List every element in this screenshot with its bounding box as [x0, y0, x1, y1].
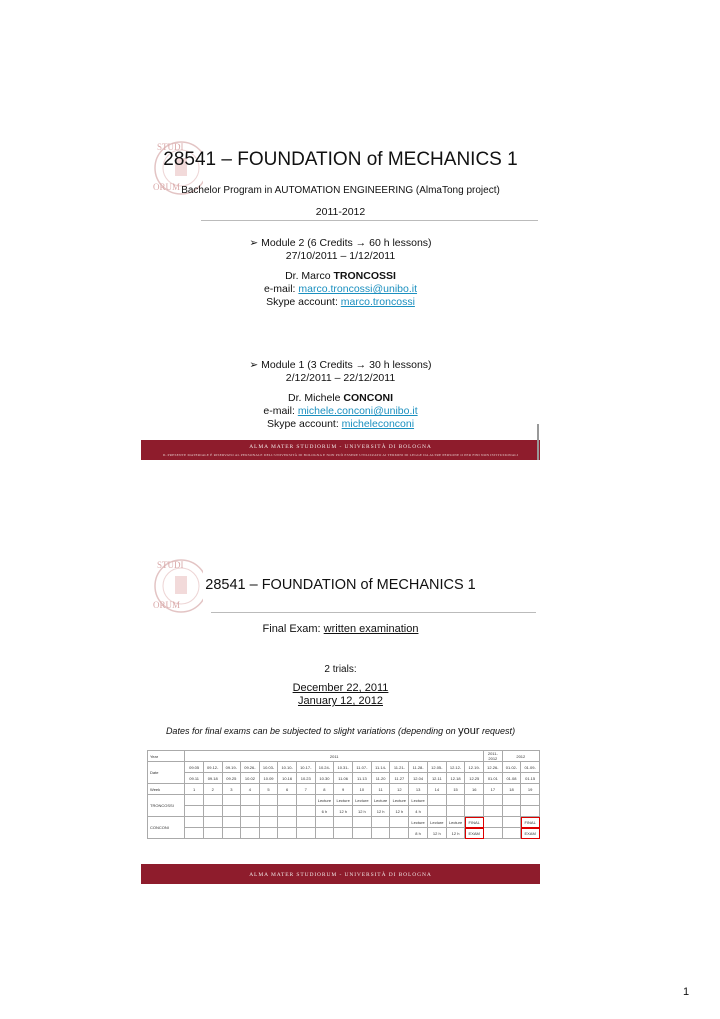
week-number: 12: [390, 784, 409, 795]
hours-cell: [446, 806, 465, 817]
module-1-dates: 2/12/2011 – 22/12/2011: [285, 372, 396, 384]
week-number: 5: [259, 784, 278, 795]
date-start: 10.03-: [259, 762, 278, 773]
slide-2-footer: ALMA MATER STUDIORUM - UNIVERSITÀ DI BOLOGNA: [141, 864, 540, 884]
lecture-cell: [502, 817, 521, 828]
hours-cell: [259, 828, 278, 839]
date-end: 11.27: [390, 773, 409, 784]
date-end: 11.20: [371, 773, 390, 784]
week-label: Week: [148, 784, 185, 795]
hours-cell: [241, 806, 260, 817]
date-end: 01.01: [484, 773, 503, 784]
week-number: 18: [502, 784, 521, 795]
date-end: 10.16: [278, 773, 297, 784]
table-row: [148, 795, 540, 806]
hours-cell: [427, 806, 446, 817]
date-end: 11.13: [353, 773, 372, 784]
week-number: 14: [427, 784, 446, 795]
hours-cell: [259, 806, 278, 817]
hours-cell: 12 h: [390, 806, 409, 817]
hours-cell: 12 h: [446, 828, 465, 839]
year-2011: 2011: [185, 751, 484, 762]
svg-text:ORUM: ORUM: [153, 600, 181, 610]
module-2-email: e-mail: marco.troncossi@unibo.it: [263, 283, 418, 295]
date-start: 01.09-: [521, 762, 540, 773]
week-number: 6: [278, 784, 297, 795]
lecture-cell: [521, 795, 540, 806]
hours-cell: 8 h: [409, 828, 428, 839]
hours-cell: 12 h: [371, 806, 390, 817]
hours-cell: [465, 806, 484, 817]
hours-cell: [502, 806, 521, 817]
bullet-arrow-icon: ➢: [249, 237, 262, 249]
date-start: 12.19-: [465, 762, 484, 773]
skype-link[interactable]: marco.troncossi: [340, 296, 415, 308]
date-end: 01.08: [502, 773, 521, 784]
svg-text:STUDI: STUDI: [157, 560, 184, 570]
date-start: 11.07-: [353, 762, 372, 773]
week-number: 2: [203, 784, 222, 795]
lecture-cell: [222, 817, 241, 828]
hours-cell: [278, 828, 297, 839]
module-1-skype: Skype account: micheleconconi: [266, 418, 415, 430]
lecture-cell: [278, 795, 297, 806]
lecture-cell: [259, 817, 278, 828]
week-number: 3: [222, 784, 241, 795]
date-start: 12.05-: [427, 762, 446, 773]
date-start: 12.12-: [446, 762, 465, 773]
date-start: 09.26-: [241, 762, 260, 773]
final-exam-cell: FINAL: [465, 817, 484, 828]
week-number: 10: [353, 784, 372, 795]
table-row: [148, 806, 540, 817]
schedule-table: [147, 750, 540, 839]
lecture-cell: [353, 817, 372, 828]
hours-cell: [203, 806, 222, 817]
hours-cell: [296, 806, 315, 817]
hours-cell: [484, 828, 503, 839]
date-end: 09.18: [203, 773, 222, 784]
week-number: 19: [521, 784, 540, 795]
date-end: 12.18: [446, 773, 465, 784]
lecture-cell: Lecture: [409, 817, 428, 828]
final-exam-cell: EXAM: [465, 828, 484, 839]
date-end: 10.23: [296, 773, 315, 784]
lecture-cell: [465, 795, 484, 806]
troncossi-label: TRONCOSSI: [148, 795, 185, 817]
page-number: 1: [683, 986, 690, 998]
lecture-cell: [334, 817, 353, 828]
lecture-cell: Lecture: [390, 795, 409, 806]
date-end: 12.04: [409, 773, 428, 784]
email-link[interactable]: michele.conconi@unibo.it: [297, 405, 418, 417]
lecture-cell: [222, 795, 241, 806]
table-row: [148, 762, 540, 773]
date-start: 09.05: [185, 762, 204, 773]
table-row: [148, 784, 540, 795]
hours-cell: 12 h: [334, 806, 353, 817]
table-row: [148, 817, 540, 828]
date-end: 10.30: [315, 773, 334, 784]
svg-text:STUDI: STUDI: [157, 142, 184, 152]
exam-date-2: January 12, 2012: [297, 695, 383, 707]
lecture-cell: Lecture: [353, 795, 372, 806]
conconi-label: CONCONI: [148, 817, 185, 839]
date-end: 12.25: [465, 773, 484, 784]
date-end: 10.02: [241, 773, 260, 784]
lecture-cell: Lecture: [446, 817, 465, 828]
hours-cell: [334, 828, 353, 839]
lecture-cell: [241, 795, 260, 806]
module-1-teacher: Dr. Michele CONCONI: [287, 392, 394, 404]
year-2011-2012: 2011-2012: [484, 751, 503, 762]
date-start: 11.14-: [371, 762, 390, 773]
week-number: 4: [241, 784, 260, 795]
dates-note: Dates for final exams can be subjected to slight variations (depending on your request): [165, 725, 516, 737]
hours-cell: [353, 828, 372, 839]
trials-label: 2 trials:: [324, 664, 357, 675]
slide-1-footer: ALMA MATER STUDIORUM - UNIVERSITÀ DI BOLOGNA IL PRESENTE MATERIALE È RISERVATO AL PERSONALE DELL'UNIVERSITÀ DI BOLOGNA E NON PUÒ ESSERE UTILIZZATO AI TERMINI DI LEGGE DA ALTRE PERSONE O PER FINI NON ISTITUZIONALI: [141, 440, 540, 460]
date-end: 10.09: [259, 773, 278, 784]
hours-cell: [296, 828, 315, 839]
lecture-cell: [241, 817, 260, 828]
hours-cell: 4 h: [409, 806, 428, 817]
bullet-arrow-icon: ➢: [249, 359, 262, 371]
lecture-cell: [185, 817, 204, 828]
module-1-line: ➢ Module 1 (3 Credits → 30 h lessons): [249, 359, 432, 371]
lecture-cell: [502, 795, 521, 806]
slide-2: [141, 552, 540, 885]
lecture-cell: [427, 795, 446, 806]
week-number: 13: [409, 784, 428, 795]
module-2-line: ➢ Module 2 (6 Credits → 60 h lessons): [249, 237, 432, 249]
lecture-cell: [296, 817, 315, 828]
week-number: 9: [334, 784, 353, 795]
hours-cell: [185, 806, 204, 817]
date-start: 09.19-: [222, 762, 241, 773]
hours-cell: 6 h: [315, 806, 334, 817]
lecture-cell: [203, 795, 222, 806]
date-start: 12.26-: [484, 762, 503, 773]
program-line: Bachelor Program in AUTOMATION ENGINEERING (AlmaTong project): [181, 185, 500, 196]
hours-cell: [371, 828, 390, 839]
slide-2-title: 28541 – FOUNDATION of MECHANICS 1: [205, 577, 476, 593]
hours-cell: 12 h: [427, 828, 446, 839]
year-label: Year: [148, 751, 185, 762]
week-number: 15: [446, 784, 465, 795]
hours-cell: [278, 806, 297, 817]
week-number: 7: [296, 784, 315, 795]
table-row: [148, 773, 540, 784]
academic-year: 2011-2012: [315, 206, 366, 218]
slide-1: [141, 117, 540, 460]
date-end: 01.15: [521, 773, 540, 784]
hours-cell: [222, 828, 241, 839]
svg-text:ORUM: ORUM: [153, 182, 181, 192]
divider: [211, 612, 536, 613]
date-start: 10.24-: [315, 762, 334, 773]
table-row: [148, 751, 540, 762]
exam-date-1: December 22, 2011: [292, 682, 389, 694]
date-start: 10.10-: [278, 762, 297, 773]
slide-edge-marker: [537, 424, 539, 460]
week-number: 8: [315, 784, 334, 795]
divider: [201, 220, 538, 221]
lecture-cell: [259, 795, 278, 806]
hours-cell: [390, 828, 409, 839]
lecture-cell: Lecture: [334, 795, 353, 806]
date-end: 12.11: [427, 773, 446, 784]
slide-1-title: 28541 – FOUNDATION of MECHANICS 1: [163, 149, 518, 170]
hours-cell: [315, 828, 334, 839]
lecture-cell: Lecture: [315, 795, 334, 806]
date-end: 09.25: [222, 773, 241, 784]
date-start: 11.21-: [390, 762, 409, 773]
lecture-cell: Lecture: [427, 817, 446, 828]
lecture-cell: [390, 817, 409, 828]
lecture-cell: [315, 817, 334, 828]
week-number: 17: [484, 784, 503, 795]
week-number: 1: [185, 784, 204, 795]
date-end: 09.11: [185, 773, 204, 784]
module-2-teacher: Dr. Marco TRONCOSSI: [285, 270, 396, 282]
hours-cell: 12 h: [353, 806, 372, 817]
date-start: 10.31-: [334, 762, 353, 773]
hours-cell: [241, 828, 260, 839]
email-link[interactable]: marco.troncossi@unibo.it: [298, 283, 418, 295]
week-number: 16: [465, 784, 484, 795]
hours-cell: [222, 806, 241, 817]
lecture-cell: [446, 795, 465, 806]
year-2012: 2012: [502, 751, 539, 762]
module-2-skype: Skype account: marco.troncossi: [266, 296, 415, 308]
lecture-cell: [203, 817, 222, 828]
date-label: Date: [148, 762, 185, 784]
final-exam-line: Final Exam: written examination: [262, 623, 419, 635]
date-start: 09.12-: [203, 762, 222, 773]
table-row: [148, 828, 540, 839]
final-exam-cell: FINAL: [521, 817, 540, 828]
lecture-cell: [185, 795, 204, 806]
hours-cell: [185, 828, 204, 839]
lecture-cell: [484, 817, 503, 828]
lecture-cell: Lecture: [409, 795, 428, 806]
hours-cell: [521, 806, 540, 817]
lecture-cell: [296, 795, 315, 806]
module-1-email: e-mail: michele.conconi@unibo.it: [263, 405, 418, 417]
date-start: 11.28-: [409, 762, 428, 773]
date-end: 11.06: [334, 773, 353, 784]
hours-cell: [484, 806, 503, 817]
lecture-cell: [278, 817, 297, 828]
lecture-cell: [371, 817, 390, 828]
lecture-cell: Lecture: [371, 795, 390, 806]
date-start: 10.17-: [296, 762, 315, 773]
date-start: 01.02-: [502, 762, 521, 773]
skype-link[interactable]: micheleconconi: [341, 418, 415, 430]
hours-cell: [203, 828, 222, 839]
final-exam-cell: EXAM: [521, 828, 540, 839]
lecture-cell: [484, 795, 503, 806]
week-number: 11: [371, 784, 390, 795]
hours-cell: [502, 828, 521, 839]
module-2-dates: 27/10/2011 – 1/12/2011: [285, 250, 396, 262]
